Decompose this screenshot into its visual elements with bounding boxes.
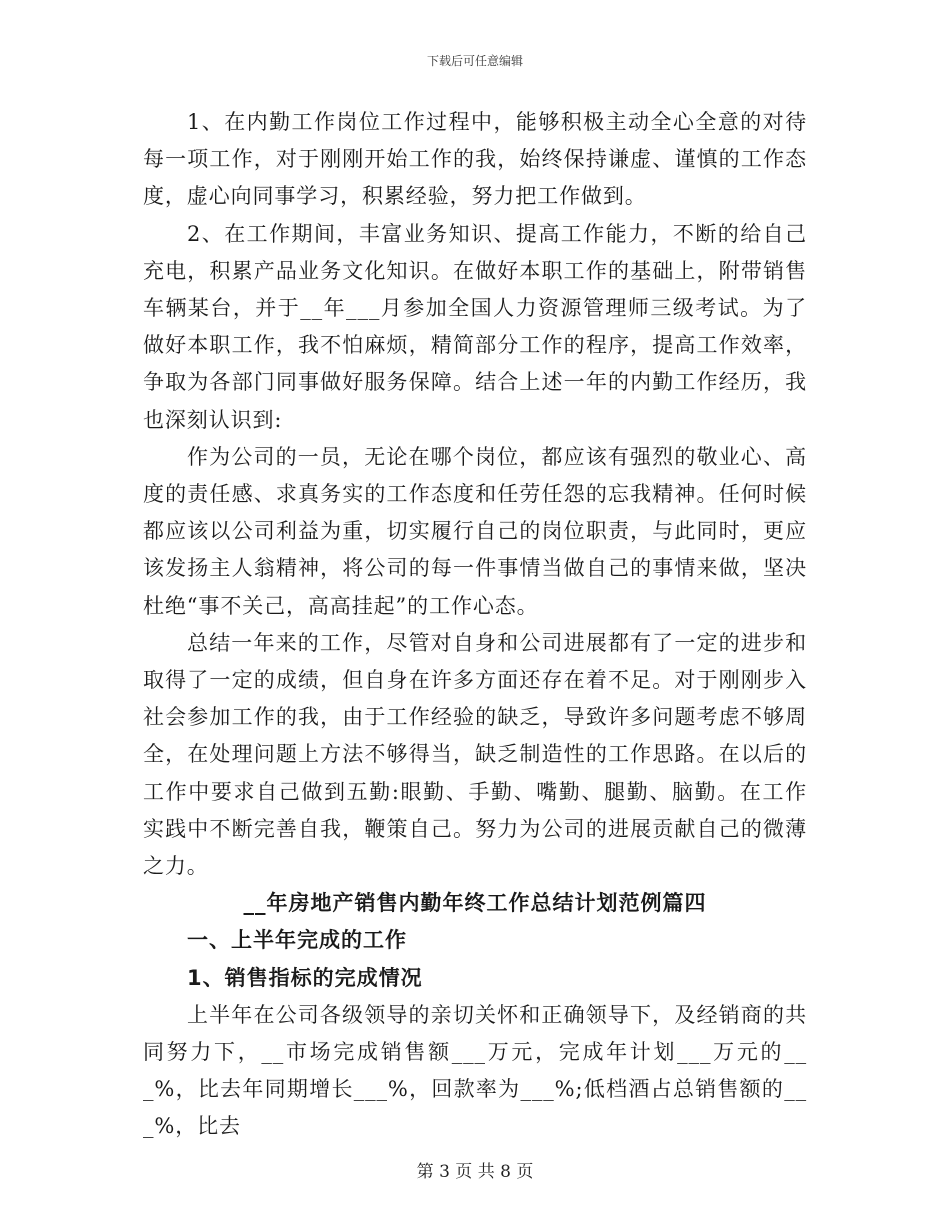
page-number: 第 3 页 共 8 页 (416, 1162, 534, 1182)
heading-sales-targets: 1、销售指标的完成情况 (187, 965, 423, 990)
paragraph-3: 作为公司的一员，无论在哪个岗位，都应该有强烈的敬业心、高度的责任感、求真务实的工作态度和任劳任怨的忘我精神。任何时候都应该以公司利益为重，切实履行自己的岗位职责，与此同时，更应该发扬主人翁精神，将公司的每一件事情当做自己的事情来做，坚决杜绝“事不关己，高高挂起”的工作心态。 (143, 444, 807, 618)
paragraph-2: 2、在工作期间，丰富业务知识、提高工作能力，不断的给自己充电，积累产品业务文化知识。在做好本职工作的基础上，附带销售车辆某台，并于__年___月参加全国人力资源管理师三级考试。为了做好本职工作，我不怕麻烦，精简部分工作的程序，提高工作效率，争取为各部门同事做好服务保障。结合上述一年的内勤工作经历，我也深刻认识到: (143, 221, 807, 432)
heading-first-half: 一、上半年完成的工作 (187, 928, 407, 953)
page-header: 下载后可任意编辑 (426, 54, 523, 68)
paragraph-sales-body: 上半年在公司各级领导的亲切关怀和正确领导下，及经销商的共同努力下，__市场完成销售额___万元，完成年计划___万元的___%，比去年同期增长___%，回款率为___%;低档酒占总销售额的___%，比去 (143, 1002, 807, 1139)
document-body (143, 104, 807, 1146)
paragraph-4: 总结一年来的工作，尽管对自身和公司进展都有了一定的进步和取得了一定的成绩，但自身在许多方面还存在着不足。对于刚刚步入社会参加工作的我，由于工作经验的缺乏，导致许多问题考虑不够周全，在处理问题上方法不够得当，缺乏制造性的工作思路。在以后的工作中要求自己做到五勤:眼勤、手勤、嘴勤、腿勤、脑勤。在工作实践中不断完善自我，鞭策自己。努力为公司的进展贡献自己的微薄之力。 (143, 630, 807, 879)
paragraph-1: 1、在内勤工作岗位工作过程中，能够积极主动全心全意的对待每一项工作，对于刚刚开始工作的我，始终保持谦虚、谨慎的工作态度，虚心向同事学习，积累经验，努力把工作做到。 (143, 110, 807, 209)
section-title: __年房地产销售内勤年终工作总结计划范例篇四 (243, 891, 707, 916)
